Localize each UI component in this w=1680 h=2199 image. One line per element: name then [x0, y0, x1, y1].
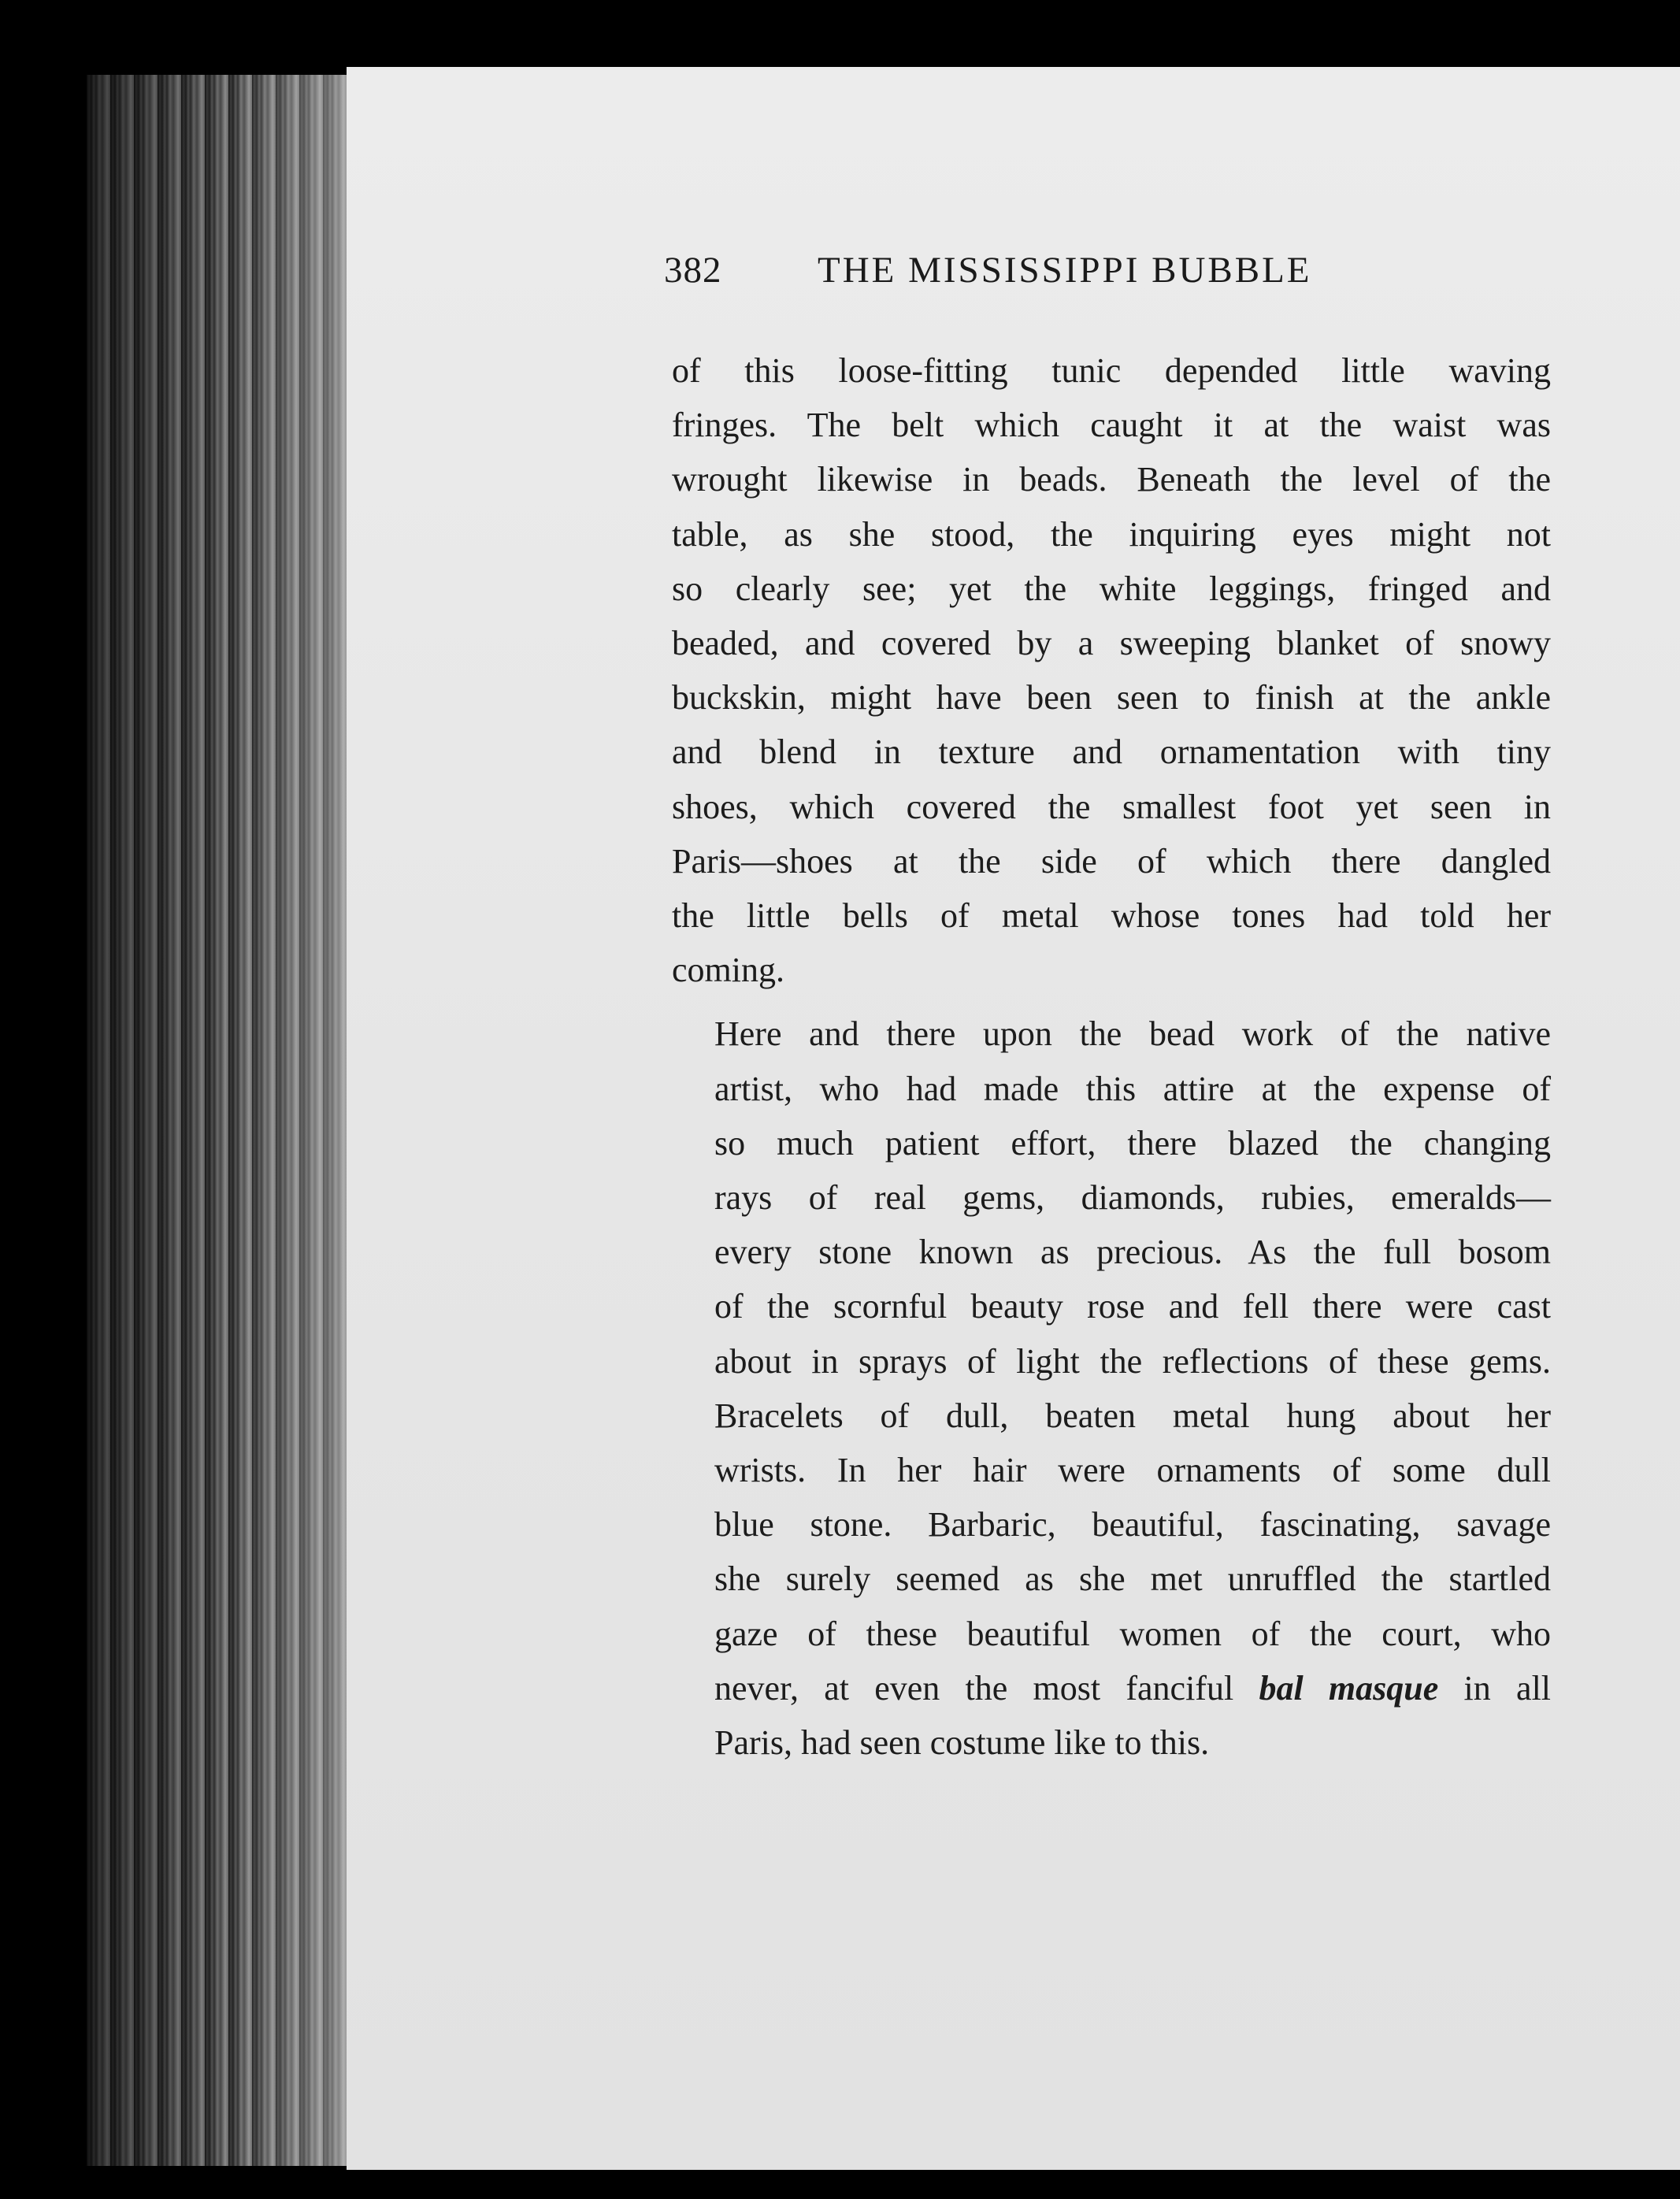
text-line: rays of real gems, diamonds, rubies, emeralds— [714, 1178, 1551, 1218]
text-line: buckskin, might have been seen to finish at the ankle [672, 678, 1551, 718]
text-line: wrought likewise in beads. Beneath the level of the [672, 460, 1551, 499]
text-line: so much patient effort, there blazed the changing [714, 1123, 1551, 1163]
body-text [672, 343, 1551, 1770]
text-line: she surely seemed as she met unruffled the startled [714, 1559, 1551, 1599]
text-line: and blend in texture and ornamentation with tiny [672, 732, 1551, 772]
text-line: blue stone. Barbaric, beautiful, fascinating, savage [714, 1505, 1551, 1544]
text-line: coming. [672, 951, 784, 990]
text-line: so clearly see; yet the white leggings, fringed and [672, 569, 1551, 608]
italic-phrase: bal masque [1259, 1668, 1439, 1708]
text-line: the little bells of metal whose tones had told her [672, 896, 1551, 936]
page-number: 382 [664, 250, 722, 291]
paragraph-2 [672, 1007, 1551, 1770]
text-line: every stone known as precious. As the full bosom [714, 1233, 1551, 1272]
text-line: gaze of these beautiful women of the court, who [714, 1614, 1551, 1653]
text-fragment: never, at even the most fanciful [714, 1668, 1259, 1708]
text-line: of the scornful beauty rose and fell there were cast [714, 1287, 1551, 1326]
text-line: beaded, and covered by a sweeping blanket of snowy [672, 624, 1551, 663]
text-line: fringes. The belt which caught it at the waist was [672, 406, 1551, 445]
text-line: artist, who had made this attire at the expense of [714, 1069, 1551, 1108]
text-line: Here and there upon the bead work of the native [714, 1014, 1551, 1054]
text-line-with-italic [672, 1661, 1551, 1715]
paragraph-1 [672, 343, 1551, 997]
text-line: shoes, which covered the smallest foot yet seen in [672, 787, 1551, 826]
text-line: Bracelets of dull, beaten metal hung about her [714, 1396, 1551, 1435]
running-title: THE MISSISSIPPI BUBBLE [818, 250, 1312, 291]
page-edges [87, 75, 358, 2166]
text-line: wrists. In her hair were ornaments of some dull [714, 1451, 1551, 1490]
text-line: Paris, had seen costume like to this. [714, 1723, 1210, 1763]
text-line: Paris—shoes at the side of which there dangled [672, 841, 1551, 881]
text-fragment: in all [1438, 1668, 1552, 1708]
text-line: about in sprays of light the reflections of these gems. [714, 1341, 1551, 1381]
text-line: table, as she stood, the inquiring eyes might not [672, 514, 1551, 554]
running-head [664, 249, 1389, 304]
text-line: of this loose-fitting tunic depended little waving [672, 351, 1551, 390]
